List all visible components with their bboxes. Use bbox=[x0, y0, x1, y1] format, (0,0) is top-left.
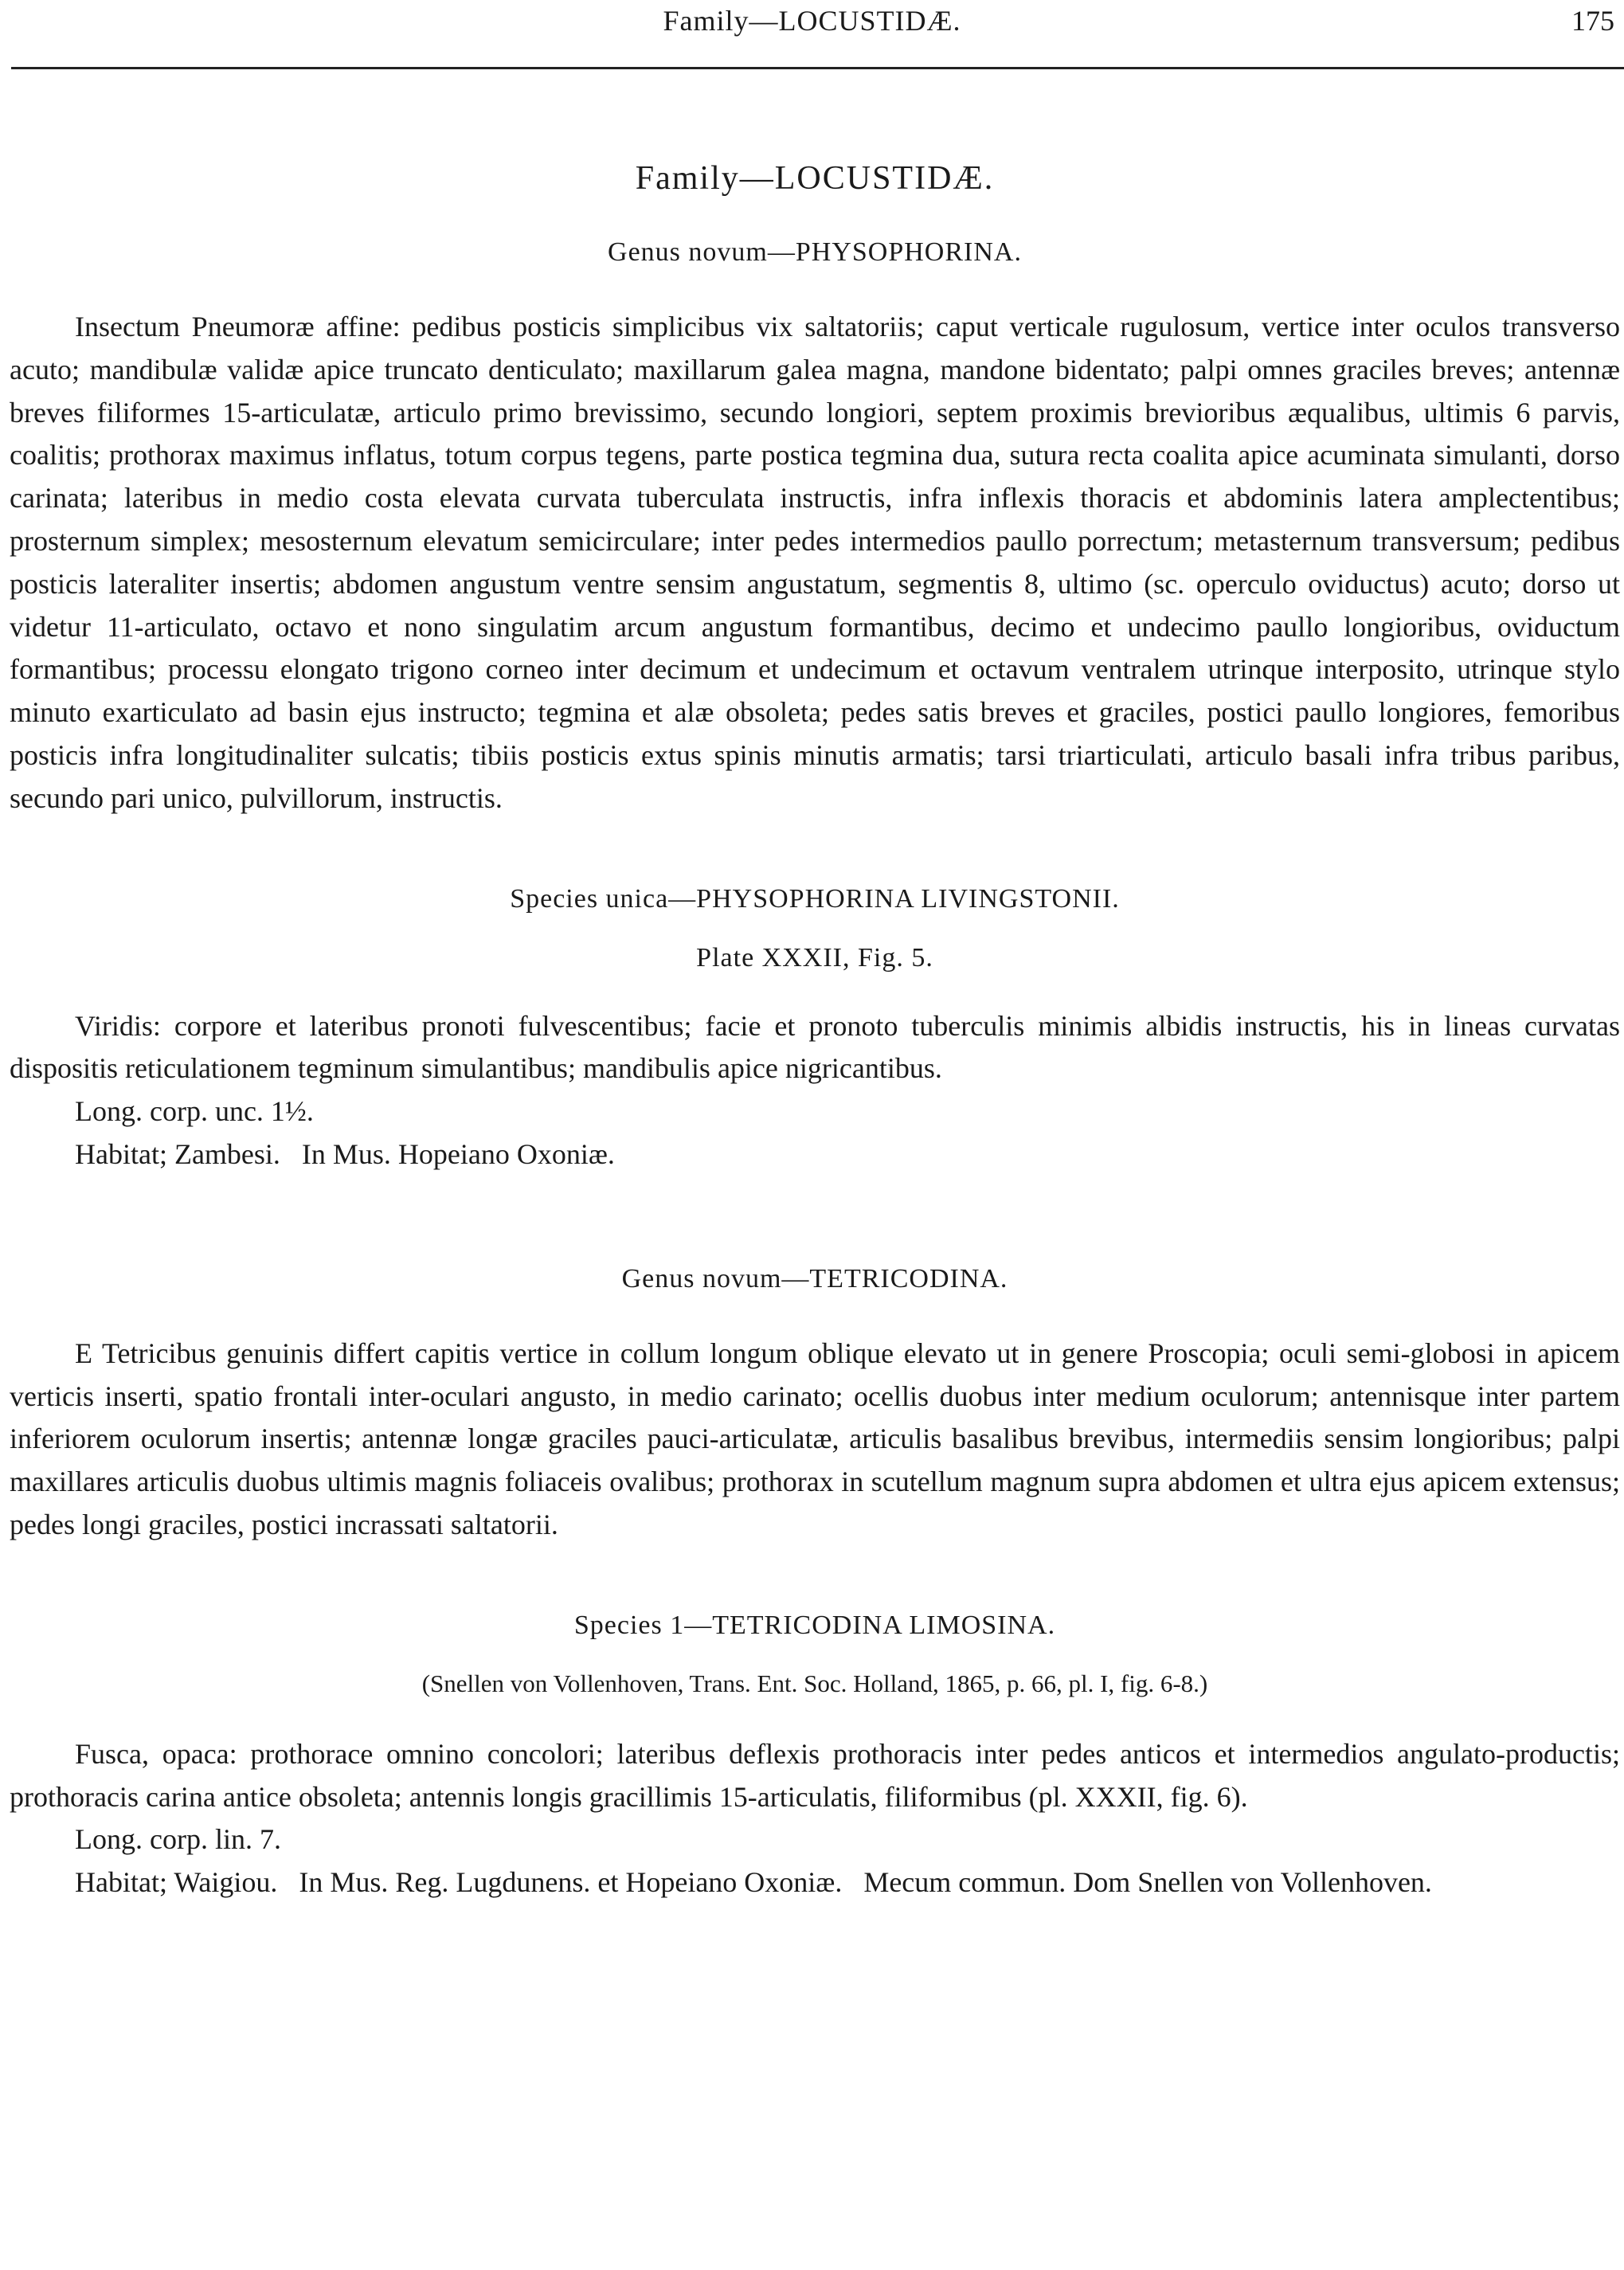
species-description-limosina: Fusca, opaca: prothorace omnino concolori; lateribus deflexis prothoracis inter pedes anticos et intermedios angulato-productis; prothoracis carina antice obsoleta; antennis longis gracillimis 15-articulatis, filiformibus (pl. XXXII, fig. 6). bbox=[10, 1737, 1620, 1813]
page-body bbox=[10, 102, 1620, 1904]
page-number: 175 bbox=[1571, 5, 1614, 37]
species-length-livingstonii: Long. corp. unc. 1½. bbox=[75, 1095, 314, 1128]
species-title-physophorina-livingstonii: Species unica—PHYSOPHORINA LIVINGSTONII. bbox=[510, 883, 1120, 914]
species-habitat-limosina: Habitat; Waigiou. In Mus. Reg. Lugdunens. et Hopeiano Oxoniæ. Mecum commun. Dom Snellen von Vollenhoven. bbox=[75, 1866, 1432, 1899]
running-head bbox=[0, 0, 1624, 49]
species-title-tetricodina-limosina: Species 1—TETRICODINA LIMOSINA. bbox=[573, 1610, 1056, 1640]
genus-title-tetricodina: Genus novum—TETRICODINA. bbox=[621, 1263, 1008, 1294]
plate-reference: Plate XXXII, Fig. 5. bbox=[696, 942, 933, 973]
genus-title-physophorina: Genus novum—PHYSOPHORINA. bbox=[608, 237, 1022, 267]
species-length-limosina: Long. corp. lin. 7. bbox=[75, 1823, 281, 1856]
genus-description-tetricodina: E Tetricibus genuinis differt capitis vertice in collum longum oblique elevato ut in genere Proscopia; oculi semi-globosi in apicem verticis inserti, spatio frontali inter-oculari angusto, in medio carinato; ocellis duobus inter medium oculorum; antennisque inter partem inferiorem oculorum insertis; antennæ longæ graciles pauci-articulatæ, articulis basalibus brevibus, intermediis sensim longioribus; palpi maxillares articulis duobus ultimis magnis foliaceis ovalibus; prothorax in scutellum magnum supra abdomen et ultra ejus apicem extensus; pedes longi graciles, postici incrassati saltatorii. bbox=[10, 1337, 1620, 1540]
running-title: Family—LOCUSTIDÆ. bbox=[663, 5, 961, 37]
header-rule bbox=[11, 67, 1624, 69]
family-title: Family—LOCUSTIDÆ. bbox=[635, 160, 995, 197]
genus-description-physophorina: Insectum Pneumoræ affine: pedibus posticis simplicibus vix saltatoriis; caput verticale rugulosum, vertice inter oculos transverso acuto; mandibulæ validæ apice truncato denticulato; maxillarum galea magna, mandone bidentato; palpi omnes graciles breves; antennæ breves filiformes 15-articulatæ, articulo primo brevissimo, secundo longiori, septem proximis brevioribus æqualibus, ultimis 6 parvis, coalitis; prothorax maximus inflatus, totum corpus tegens, parte postica tegmina dua, sutura recta coalita apice acuminata simulanti, dorso carinata; lateribus in medio costa elevata curvata tuberculata instructis, infra inflexis thoracis et abdominis latera amplectentibus; prosternum simplex; mesosternum elevatum semicirculare; inter pedes intermedios paullo porrectum; metasternum transversum; pedibus posticis lateraliter insertis; abdomen angustum ventre sensim angustatum, segmentis 8, ultimo (sc. operculo oviductus) acuto; dorso ut videtur 11-articulato, octavo et nono singulatim arcum angustum formantibus, decimo et undecimo paullo longioribus, oviductum formantibus; processu elongato trigono corneo inter decimum et undecimum et octavum ventralem utrinque interposito, utrinque stylo minuto exarticulato ad basin ejus instructo; tegmina et alæ obsoleta; pedes satis breves et graciles, postici paullo longiores, femoribus posticis infra longitudinaliter sulcatis; tibiis posticis extus spinis minutis armatis; tarsi triarticulati, articulo basali infra tribus paribus, secundo pari unico, pulvillorum, instructis. bbox=[10, 311, 1620, 814]
species-description-livingstonii: Viridis: corpore et lateribus pronoti fulvescentibus; facie et pronoto tuberculis minimis albidis instructis, his in lineas curvatas dispositis reticulationem tegminum simulantibus; mandibulis apice nigricantibus. bbox=[10, 1009, 1620, 1085]
species-habitat-livingstonii: Habitat; Zambesi. In Mus. Hopeiano Oxoniæ. bbox=[75, 1137, 615, 1170]
species-citation-limosina: (Snellen von Vollenhoven, Trans. Ent. Soc. Holland, 1865, p. 66, pl. I, fig. 6-8.) bbox=[421, 1669, 1208, 1697]
